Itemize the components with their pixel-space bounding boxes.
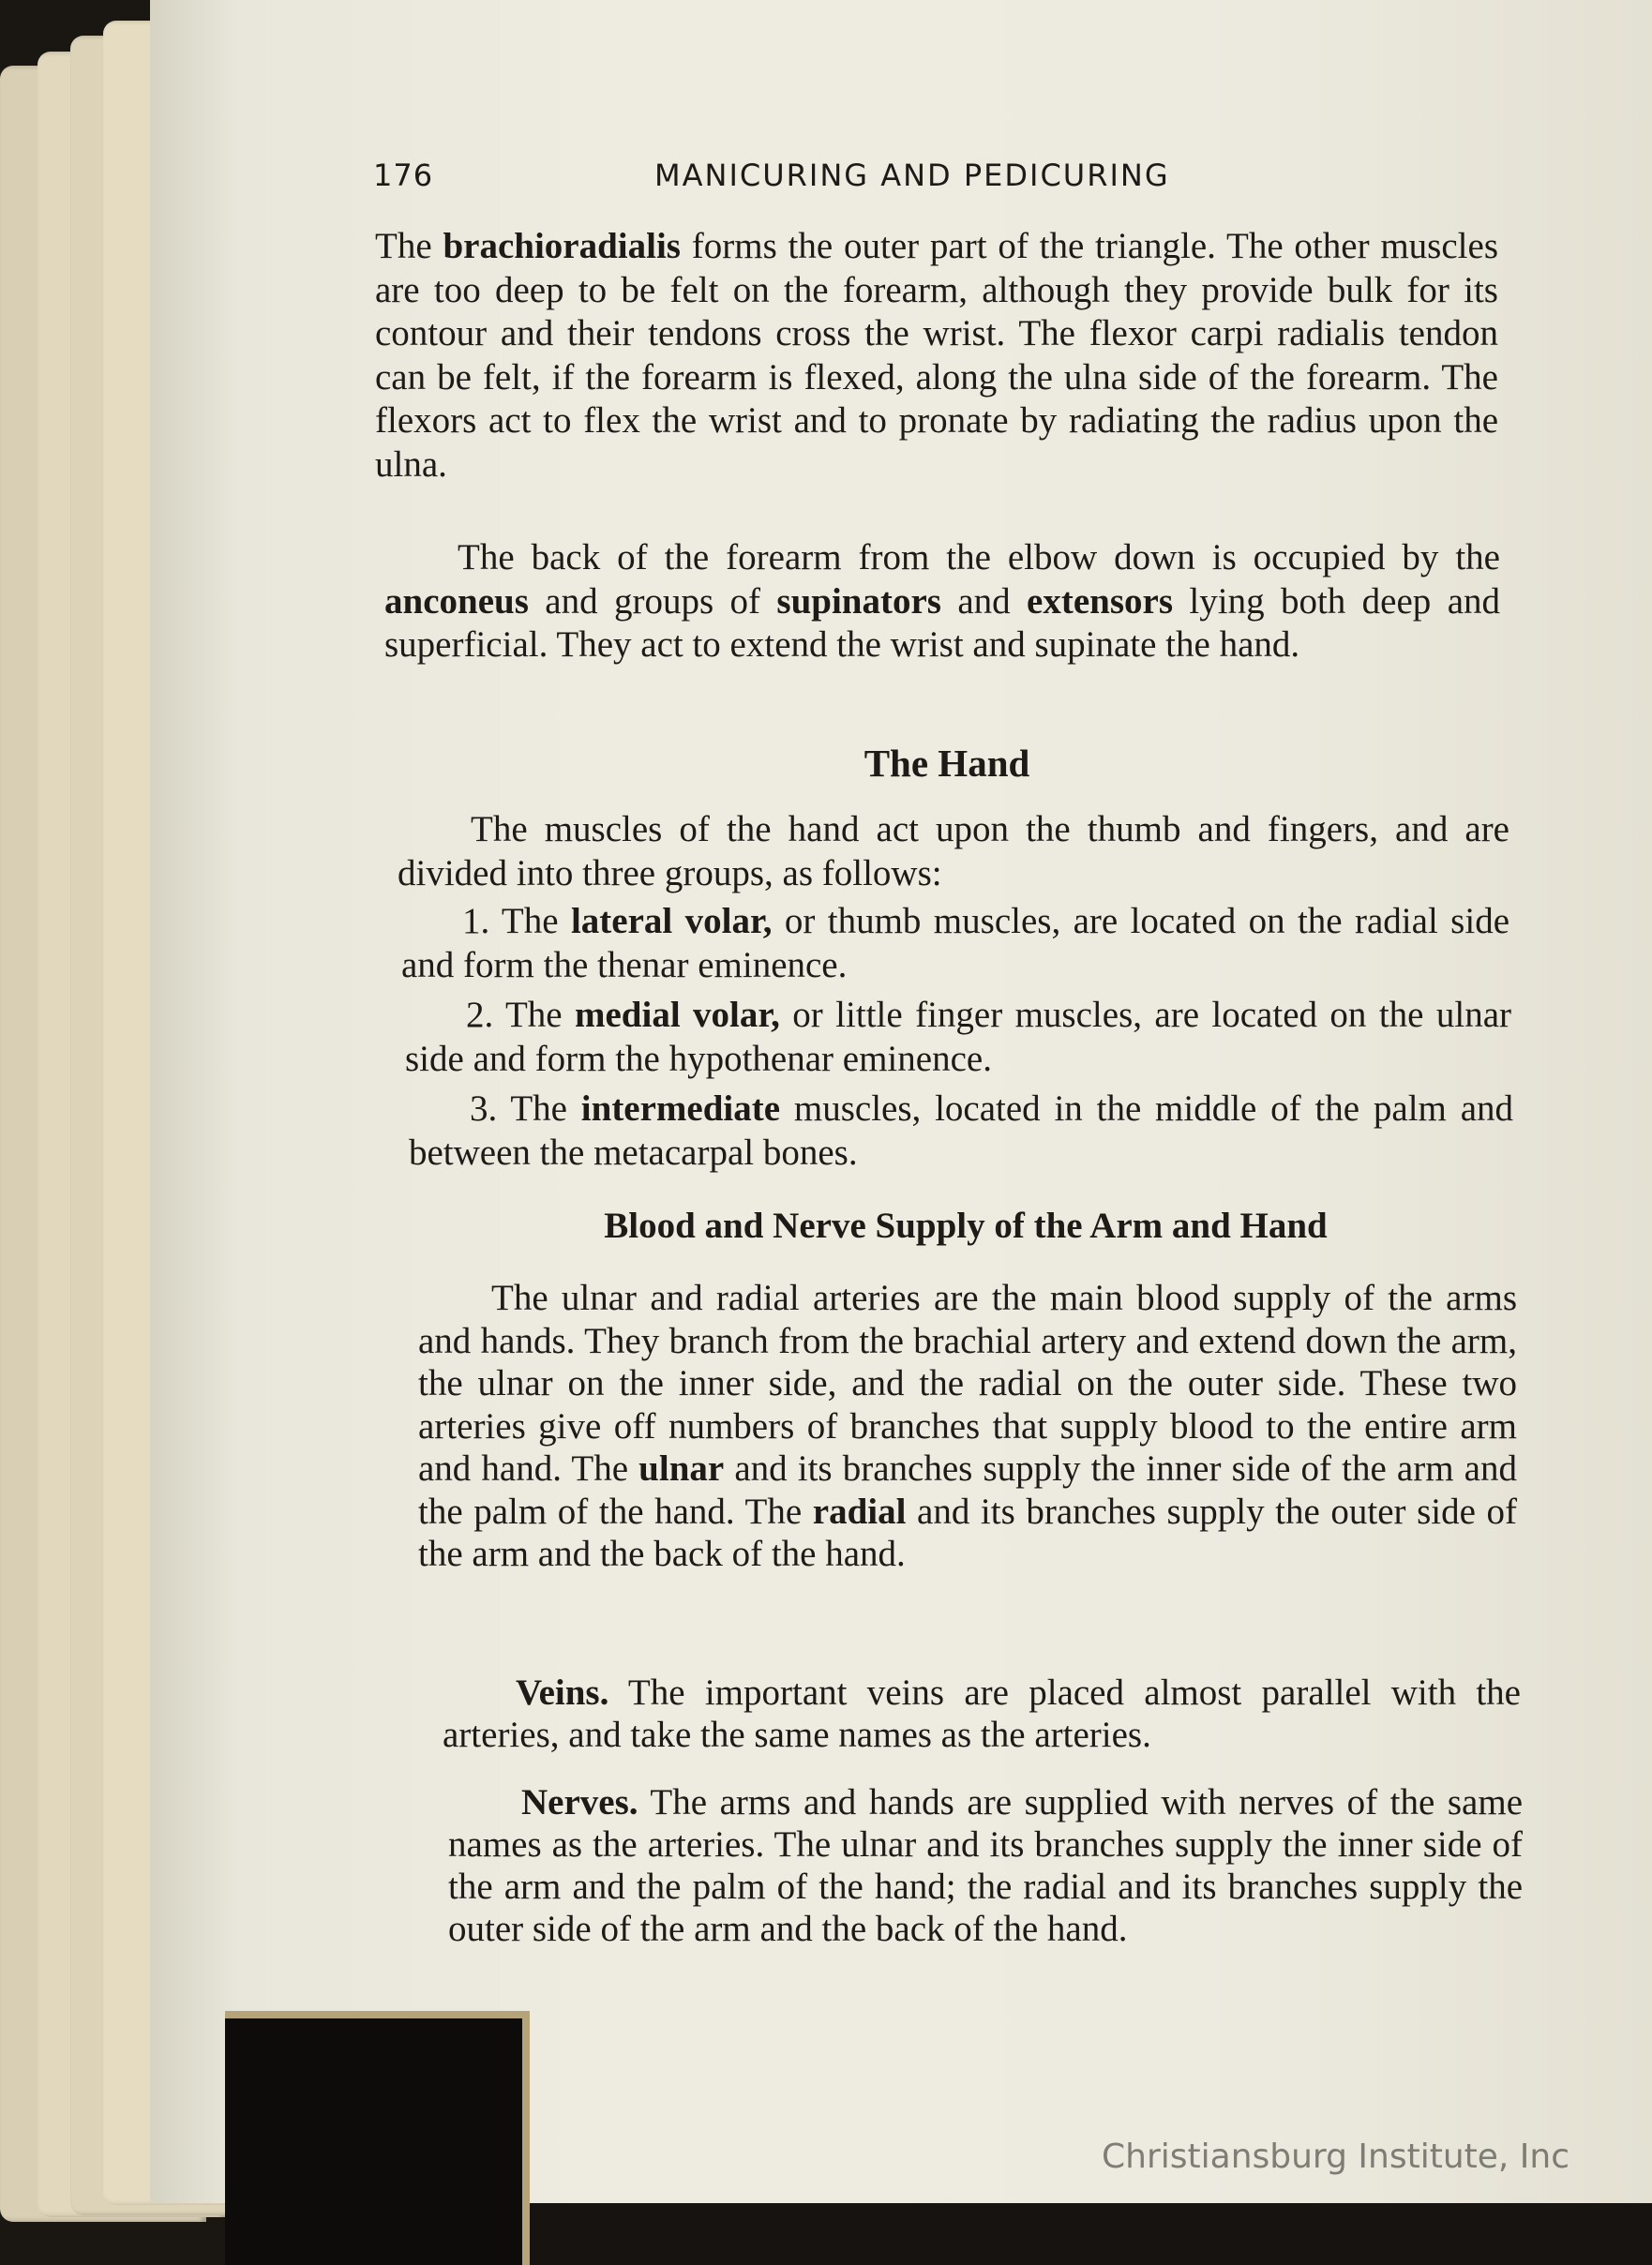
term-lateral-volar: lateral volar,: [570, 901, 773, 941]
paragraph-brachioradialis: The brachioradialis forms the outer part of the triangle. The other muscles are too deep to be felt on the forearm, although they provide bulk for its contour and their tendons cross the wrist. The flexor carpi radialis tendon can be felt, if the forearm is flexed, along the ulna side of the forearm. The flexors act to flex the wrist and to pronate by radiating the radius upon the ulna.: [375, 226, 1498, 485]
page-number: 176: [373, 158, 434, 193]
term-medial-volar: medial volar,: [575, 995, 780, 1035]
paragraph-back-forearm: The back of the forearm from the elbow down is occupied by the anconeus and groups of supinators and extensors lying both deep and superficial. They act to extend the wrist and supinate the hand.: [384, 537, 1501, 665]
watermark-text: Christiansburg Institute, Inc: [1102, 2138, 1570, 2176]
term-ulnar: ulnar: [638, 1448, 725, 1489]
list-item-intermediate: 3. The intermediate muscles, located in the middle of the palm and between the metacarpal bones.: [409, 1088, 1514, 1173]
term-supinators: supinators: [776, 580, 941, 622]
paragraph-nerves: Nerves. The arms and hands are supplied with nerves of the same names as the arteries. The ulnar and its branches supply the inner side of the arm and the palm of the hand; the radial and its branches supply the outer side of the arm and the back of the hand.: [448, 1782, 1523, 1949]
term-extensors: extensors: [1027, 580, 1174, 622]
paragraph-arteries: The ulnar and radial arteries are the main blood supply of the arms and hands. They branch from the brachial artery and extend down the arm, the ulnar on the inner side, and the radial on the outer side. These two arteries give off numbers of branches that supply blood to the entire arm and hand. The ulnar and its branches supply the inner side of the arm and the palm of the hand. The radial and its branches supply the outer side of the arm and the back of the hand.: [418, 1278, 1518, 1574]
paragraph-veins: Veins. The important veins are placed almost parallel with the arteries, and take the same names as the arteries.: [443, 1672, 1521, 1755]
paragraph-hand-intro: The muscles of the hand act upon the thumb and fingers, and are divided into three groups, as follows:: [398, 809, 1509, 893]
term-intermediate: intermediate: [580, 1088, 781, 1129]
term-anconeus: anconeus: [384, 580, 529, 622]
heading-the-hand: The Hand: [864, 742, 1030, 785]
term-veins: Veins.: [516, 1672, 609, 1713]
term-nerves: Nerves.: [521, 1782, 638, 1822]
page-cutout: [225, 2011, 530, 2265]
term-radial: radial: [812, 1491, 907, 1532]
heading-blood-nerve-supply: Blood and Nerve Supply of the Arm and Hand: [604, 1206, 1328, 1246]
running-title: MANICURING AND PEDICURING: [654, 158, 1170, 193]
term-brachioradialis: brachioradialis: [443, 226, 681, 266]
list-item-lateral-volar: 1. The lateral volar, or thumb muscles, are located on the radial side and form the thenar eminence.: [401, 901, 1510, 985]
list-item-medial-volar: 2. The medial volar, or little finger muscles, are located on the ulnar side and form the hypothenar eminence.: [405, 995, 1512, 1079]
running-head: [373, 158, 1217, 199]
